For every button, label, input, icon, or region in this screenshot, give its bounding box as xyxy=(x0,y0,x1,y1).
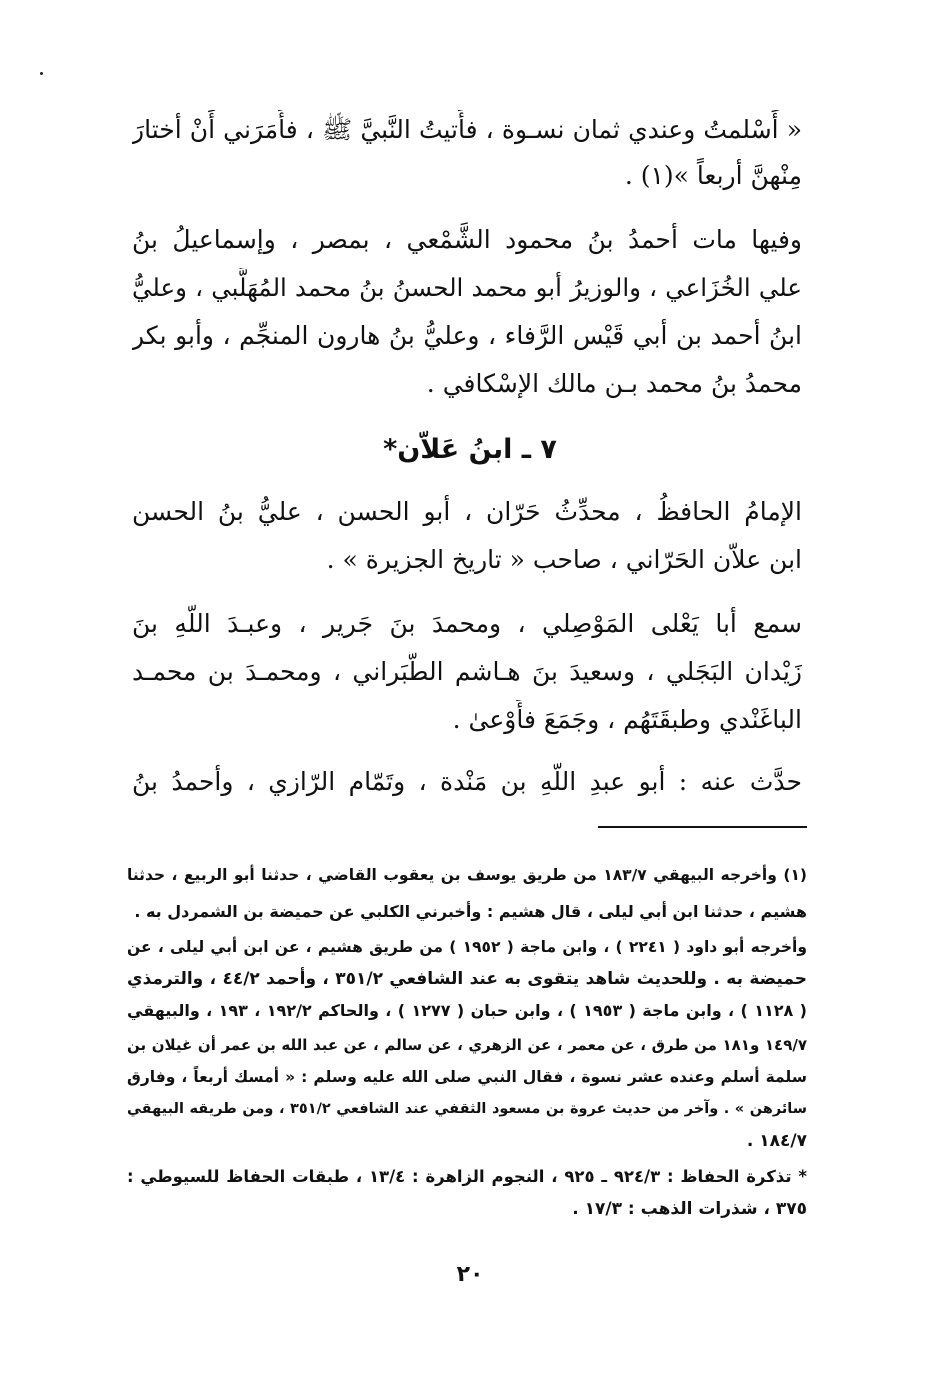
body-line: محمدُ بنُ محمد بـن مالك الإسْكافي . xyxy=(426,369,802,398)
body-line: ابن علاّن الحَرّاني ، صاحب « تاريخ الجزيرة » . xyxy=(326,545,802,574)
footnote-line: ١٤٩/٧ و١٨١ من طرق ، عن معمر ، عن الزهري ، عن سالم ، عن عبد الله بن عمر أن غيلان بن xyxy=(127,1036,807,1054)
body-line: الباغَنْدي وطبقَتَهُم ، وجَمَعَ فأَوْعىٰ . xyxy=(452,705,802,734)
body-line: « أَسْلمتُ وعندي ثمان نسـوة ، فأَتيتُ النَّبيَّ ﷺ ، فأَمَرَني أَنْ أختارَ xyxy=(132,115,802,144)
footnote-line: ٣٧٥ ، شذرات الذهب : ١٧/٣ . xyxy=(572,1199,807,1219)
body-line: زَيْدان البَجَلي ، وسعيدَ بنَ هـاشم الطَّبَراني ، ومحمـدَ بن محمـد xyxy=(132,657,802,686)
footnote-line: وأخرجه أبو داود ( ٢٢٤١ ) ، وابن ماجة ( ١٩٥٢ ) من طريق هشيم ، عن ابن أبي ليلى ، عن xyxy=(127,938,807,956)
body-line: مِنْهنَّ أربعاً »(١) . xyxy=(624,161,802,190)
body-line: ابنُ أحمد بن أبي قَيْس الرَّفاء ، وعليُّ بنُ هارون المنجِّم ، وأبو بكر xyxy=(132,321,802,350)
footnote-separator xyxy=(598,826,807,828)
footnote-line: سلمة أسلم وعنده عشر نسوة ، فقال النبي صلى الله عليه وسلم : « أمسك أربعاً ، وفارق xyxy=(127,1068,807,1086)
body-line: حدَّث عنه : أبو عبدِ اللّهِ بن مَنْدة ، وتَمّام الرّازي ، وأحمدُ بنُ xyxy=(132,767,802,796)
footnote-line: هشيم ، حدثنا ابن أبي ليلى ، قال هشيم : وأخبرني الكلبي عن حميضة بن الشمردل به . xyxy=(134,902,807,921)
footnote-line: ١٨٤/٧ . xyxy=(746,1131,807,1151)
footnote-line: * تذكرة الحفاظ : ٩٢٤/٣ ـ ٩٢٥ ، النجوم الزاهرة : ١٣/٤ ، طبقات الحفاظ للسيوطي : xyxy=(127,1167,807,1186)
body-line: علي الخُزَاعي ، والوزيرُ أبو محمد الحسنُ بنُ محمد المُهَلَّبي ، وعليُّ xyxy=(132,273,802,302)
page-number: ٢٠ xyxy=(456,1262,484,1287)
body-line: الإمامُ الحافظُ ، محدِّثُ حَرّان ، أبو الحسن ، عليُّ بنُ الحسن xyxy=(132,497,802,526)
print-speck xyxy=(40,72,43,75)
section-heading: ٧ ـ ابنُ عَلاّن* xyxy=(383,434,557,465)
footnote-line: (١) وأخرجه البيهقي ١٨٣/٧ من طريق يوسف بن يعقوب القاضي ، حدثنا أبو الربيع ، حدثنا xyxy=(127,866,807,884)
body-line: وفيها مات أحمدُ بنُ محمود الشَّمْعي ، بمصر ، وإسماعيلُ بنُ xyxy=(132,225,802,254)
footnote-line: ( ١١٢٨ ) ، وابن ماجة ( ١٩٥٣ ) ، وابن حبان ( ١٢٧٧ ) ، والحاكم ١٩٢/٢ ، ١٩٣ ، والبيهقي xyxy=(127,1001,807,1020)
footnote-line: حميضة به . وللحديث شاهد يتقوى به عند الشافعي ٣٥١/٢ ، وأحمد ٤٤/٢ ، والترمذي xyxy=(127,969,807,989)
footnote-line: سائرهن » . وآخر من حديث عروة بن مسعود الثقفي عند الشافعي ٣٥١/٢ ، ومن طريقه البيهقي xyxy=(127,1101,807,1117)
body-line: سمع أبا يَعْلى المَوْصِلي ، ومحمدَ بنَ جَرير ، وعبـدَ اللّهِ بنَ xyxy=(132,609,802,638)
